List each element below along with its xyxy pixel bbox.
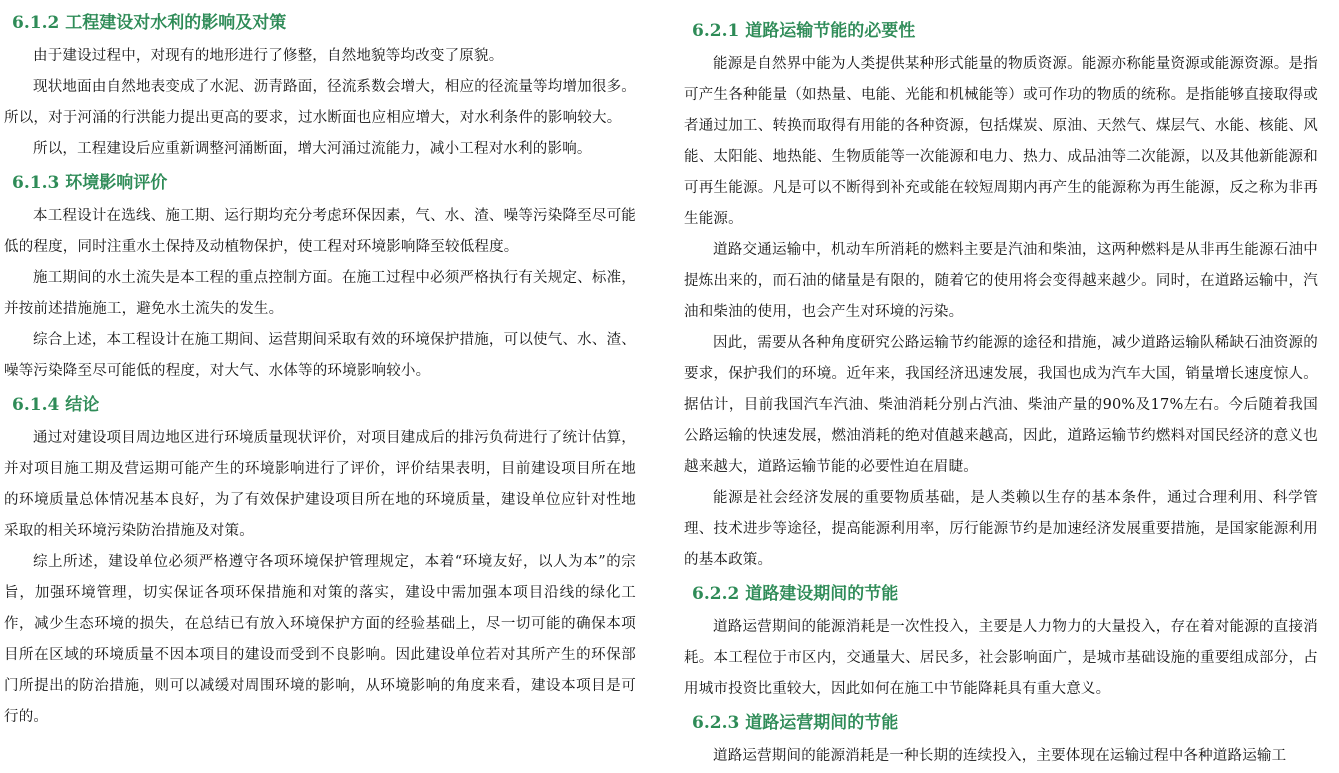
paragraph: 因此，需要从各种角度研究公路运输节约能源的途径和措施，减少道路运输队稀缺石油资源的要求，保护我们的环境。近年来，我国经济迅速发展，我国也成为汽车大国，销量增长速度惊人。据估计，目前我国汽车汽油、柴油消耗分别占汽油、柴油产量的90%及17%左右。今后随着我国公路运输的快速发展，燃油消耗的绝对值越来越高，因此，道路运输节约燃料对国民经济的意义也越来越大，道路运输节能的必要性迫在眉睫。 [684,335,1318,475]
paragraph: 施工期间的水土流失是本工程的重点控制方面。在施工过程中必须严格执行有关规定、标准，并按前述措施施工，避免水土流失的发生。 [4,270,636,317]
section-heading-6-1-2: 6.1.2 工程建设对水利的影响及对策 [12,13,287,33]
paragraph: 由于建设过程中，对现有的地形进行了修整，自然地貌等均改变了原貌。 [33,48,504,64]
paragraph: 能源是自然界中能为人类提供某种形式能量的物质资源。能源亦称能量资源或能源资源。是指可产生各种能量（如热量、电能、光能和机械能等）或可作功的物质的统称。是指能够直接取得或者通过加工、转换而取得有用能的各种资源，包括煤炭、原油、天然气、煤层气、水能、核能、风能、太阳能、地热能、生物质能等一次能源和电力、热力、成品油等二次能源，以及其他新能源和可再生能源。凡是可以不断得到补充或能在较短周期内再产生的能源称为再生能源，反之称为非再生能源。 [684,56,1318,227]
paragraph: 道路交通运输中，机动车所消耗的燃料主要是汽油和柴油，这两种燃料是从非再生能源石油中提炼出来的，而石油的储量是有限的，随着它的使用将会变得越来越少。同时，在道路运输中，汽油和柴油的使用，也会产生对环境的污染。 [684,242,1318,320]
paragraph: 本工程设计在选线、施工期、运行期均充分考虑环保因素，气、水、渣、噪等污染降至尽可能低的程度，同时注重水土保持及动植物保护，使工程对环境影响降至较低程度。 [4,208,636,255]
section-heading-6-2-1: 6.2.1 道路运输节能的必要性 [692,21,916,41]
left-column [4,0,636,733]
section-heading-6-1-4: 6.1.4 结论 [12,395,100,415]
section-heading-6-2-2: 6.2.2 道路建设期间的节能 [692,584,899,604]
paragraph: 能源是社会经济发展的重要物质基础，是人类赖以生存的基本条件，通过合理利用、科学管理、技术进步等途径，提高能源利用率，厉行能源节约是加速经济发展重要措施，是国家能源利用的基本政策。 [684,490,1318,568]
paragraph: 通过对建设项目周边地区进行环境质量现状评价，对项目建成后的排污负荷进行了统计估算，并对项目施工期及营运期可能产生的环境影响进行了评价，评价结果表明，目前建设项目所在地的环境质量总体情况基本良好，为了有效保护建设项目所在地的环境质量，建设单位应针对性地采取的相关环境污染防治措施及对策。 [4,430,636,539]
paragraph: 道路运营期间的能源消耗是一次性投入，主要是人力物力的大量投入，存在着对能源的直接消耗。本工程位于市区内，交通量大、居民多，社会影响面广，是城市基础设施的重要组成部分，占用城市投资比重较大，因此如何在施工中节能降耗具有重大意义。 [684,619,1318,697]
paragraph: 道路运营期间的能源消耗是一种长期的连续投入，主要体现在运输过程中各种道路运输工 [713,748,1287,764]
section-heading-6-2-3: 6.2.3 道路运营期间的节能 [692,713,899,733]
paragraph: 现状地面由自然地表变成了水泥、沥青路面，径流系数会增大，相应的径流量等均增加很多。所以，对于河涌的行洪能力提出更高的要求，过水断面也应相应增大，对水利条件的影响较大。 [4,79,636,126]
paragraph: 所以，工程建设后应重新调整河涌断面，增大河涌过流能力，减小工程对水利的影响。 [33,141,592,157]
paragraph: 综合上述，本工程设计在施工期间、运营期间采取有效的环境保护措施，可以使气、水、渣、噪等污染降至尽可能低的程度，对大气、水体等的环境影响较小。 [4,332,636,379]
section-heading-6-1-3: 6.1.3 环境影响评价 [12,173,168,193]
right-column [684,0,1318,772]
paragraph: 综上所述，建设单位必须严格遵守各项环境保护管理规定，本着“环境友好，以人为本”的宗旨，加强环境管理，切实保证各项环保措施和对策的落实，建设中需加强本项目沿线的绿化工作，减少生态环境的损失，在总结已有放入环境保护方面的经验基础上，尽一切可能的确保本项目所在区域的环境质量不因本项目的建设而受到不良影响。因此建设单位若对其所产生的环保部门所提出的防治措施，则可以减缓对周围环境的影响，从环境影响的角度来看，建设本项目是可行的。 [4,554,636,725]
